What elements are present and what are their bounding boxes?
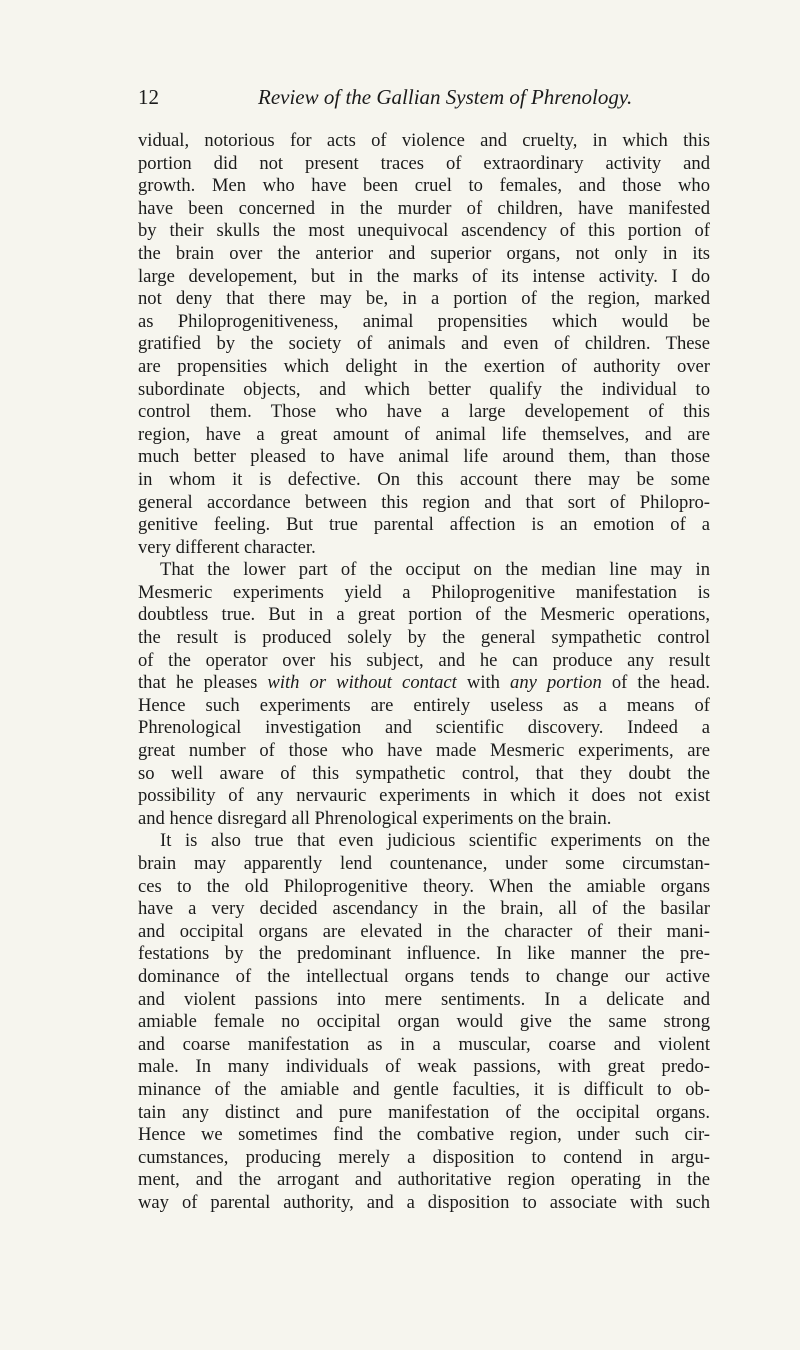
text-line bbox=[138, 1034, 710, 1057]
text-segment: as Philoprogenitiveness, animal propensities which would be bbox=[138, 310, 710, 332]
text-segment: gratified by the society of animals and even of children. These bbox=[138, 333, 710, 355]
text-line bbox=[138, 604, 710, 627]
text-segment: by their skulls the most unequivocal ascendency of this portion of bbox=[138, 220, 710, 242]
text-segment: vidual, notorious for acts of violence and cruelty, in which this bbox=[138, 130, 710, 151]
text-line bbox=[138, 943, 710, 966]
text-segment: so well aware of this sympathetic control, that they doubt the bbox=[138, 762, 710, 784]
text-segment: great number of those who have made Mesmeric experiments, are bbox=[138, 740, 710, 762]
text-line bbox=[138, 288, 710, 311]
text-segment: Hence we sometimes find the combative region, under such cir- bbox=[138, 1124, 710, 1146]
text-segment: Mesmeric experiments yield a Philoprogenitive manifestation is bbox=[138, 581, 710, 603]
text-segment: Hence such experiments are entirely useless as a means of bbox=[138, 694, 710, 716]
text-segment: much better pleased to have animal life around them, than those bbox=[138, 446, 710, 468]
text-segment: It is also true that even judicious scientific experiments on the bbox=[160, 830, 710, 852]
text-segment: male. In many individuals of weak passions, with great predo- bbox=[138, 1056, 710, 1078]
text-segment: very different character. bbox=[138, 536, 316, 558]
text-line bbox=[138, 446, 710, 469]
text-line bbox=[138, 175, 710, 198]
text-segment: of the operator over his subject, and he can produce any result bbox=[138, 649, 710, 671]
text-line bbox=[138, 1147, 710, 1170]
text-line bbox=[138, 198, 710, 221]
text-segment: growth. Men who have been cruel to females, and those who bbox=[138, 175, 710, 197]
text-segment: in whom it is defective. On this account there may be some bbox=[138, 468, 710, 490]
text-segment: large developement, but in the marks of its intense activity. I do bbox=[138, 265, 710, 287]
text-line bbox=[138, 243, 710, 266]
text-segment: control them. Those who have a large developement of this bbox=[138, 401, 710, 423]
text-line bbox=[138, 559, 710, 582]
text-line bbox=[138, 469, 710, 492]
text-segment: and occipital organs are elevated in the character of their mani- bbox=[138, 920, 710, 942]
text-segment: region, have a great amount of animal life themselves, and are bbox=[138, 423, 710, 445]
text-segment: brain may apparently lend countenance, under some circumstan- bbox=[138, 853, 710, 874]
text-segment: that he pleases bbox=[138, 672, 268, 694]
text-line bbox=[138, 1192, 710, 1215]
text-line bbox=[138, 311, 710, 334]
text-line bbox=[138, 627, 710, 650]
text-line bbox=[138, 1079, 710, 1102]
text-line bbox=[138, 717, 710, 740]
text-line bbox=[138, 424, 710, 447]
text-line bbox=[138, 650, 710, 673]
text-segment: and hence disregard all Phrenological experiments on the brain. bbox=[138, 807, 612, 829]
text-segment: with bbox=[456, 672, 511, 694]
text-line bbox=[138, 966, 710, 989]
text-segment: That the lower part of the occiput on the median line may in bbox=[160, 559, 710, 581]
text-line bbox=[138, 921, 710, 944]
text-line bbox=[138, 740, 710, 763]
text-segment: the brain over the anterior and superior organs, not only in its bbox=[138, 242, 710, 264]
text-line bbox=[138, 1011, 710, 1034]
text-segment: doubtless true. But in a great portion of the Mesmeric operations, bbox=[138, 604, 710, 626]
text-line bbox=[138, 898, 710, 921]
text-segment: ces to the old Philoprogenitive theory. When the amiable organs bbox=[138, 875, 710, 897]
text-line bbox=[138, 379, 710, 402]
text-line bbox=[138, 876, 710, 899]
text-segment: genitive feeling. But true parental affection is an emotion of a bbox=[138, 514, 710, 536]
text-segment: of the head. bbox=[601, 672, 710, 694]
text-line bbox=[138, 785, 710, 808]
text-line bbox=[138, 1056, 710, 1079]
text-line bbox=[138, 672, 710, 695]
text-segment: minance of the amiable and gentle faculties, it is difficult to ob- bbox=[138, 1078, 710, 1100]
text-segment: and violent passions into mere sentiments. In a delicate and bbox=[138, 988, 710, 1010]
text-line bbox=[138, 808, 710, 831]
text-segment: festations by the predominant influence. In like manner the pre- bbox=[138, 943, 710, 965]
text-segment: subordinate objects, and which better qualify the individual to bbox=[138, 378, 710, 400]
text-segment: the result is produced solely by the general sympathetic control bbox=[138, 627, 710, 649]
text-segment: possibility of any nervauric experiments in which it does not exist bbox=[138, 785, 710, 807]
text-segment: amiable female no occipital organ would give the same strong bbox=[138, 1011, 710, 1033]
text-segment: have a very decided ascendancy in the brain, all of the basilar bbox=[138, 898, 710, 920]
text-line bbox=[138, 514, 710, 537]
text-line bbox=[138, 989, 710, 1012]
page-number: 12 bbox=[138, 85, 159, 109]
text-segment: portion did not present traces of extraordinary activity and bbox=[138, 152, 710, 174]
text-line bbox=[138, 853, 710, 876]
text-line bbox=[138, 695, 710, 718]
text-segment: tain any distinct and pure manifestation of the occipital organs. bbox=[138, 1101, 710, 1123]
text-segment: with or without contact bbox=[267, 672, 457, 694]
text-line bbox=[138, 1169, 710, 1192]
text-line bbox=[138, 401, 710, 424]
text-segment: way of parental authority, and a disposition to associate with such bbox=[138, 1191, 710, 1213]
text-segment: Phrenological investigation and scientific discovery. Indeed a bbox=[138, 717, 710, 739]
text-segment: and coarse manifestation as in a muscular, coarse and violent bbox=[138, 1033, 710, 1055]
text-segment: are propensities which delight in the exertion of authority over bbox=[138, 355, 710, 377]
text-line bbox=[138, 582, 710, 605]
text-line bbox=[138, 830, 710, 853]
text-segment: ment, and the arrogant and authoritative region operating in the bbox=[138, 1169, 710, 1191]
text-line bbox=[138, 763, 710, 786]
text-segment: any portion bbox=[510, 672, 602, 694]
text-segment: cumstances, producing merely a disposition to contend in argu- bbox=[138, 1146, 710, 1168]
running-title: Review of the Gallian System of Phrenology. bbox=[258, 85, 633, 109]
text-line bbox=[138, 1102, 710, 1125]
running-head bbox=[138, 82, 710, 112]
text-segment: dominance of the intellectual organs tends to change our active bbox=[138, 965, 710, 987]
text-line bbox=[138, 153, 710, 176]
body-text bbox=[138, 130, 710, 1215]
text-line bbox=[138, 1124, 710, 1147]
text-line bbox=[138, 537, 710, 560]
text-line bbox=[138, 220, 710, 243]
text-line bbox=[138, 130, 710, 153]
text-line bbox=[138, 266, 710, 289]
text-line bbox=[138, 356, 710, 379]
text-segment: have been concerned in the murder of children, have manifested bbox=[138, 197, 710, 219]
text-line bbox=[138, 333, 710, 356]
text-segment: not deny that there may be, in a portion of the region, marked bbox=[138, 288, 710, 310]
text-segment: general accordance between this region and that sort of Philopro- bbox=[138, 491, 710, 513]
text-line bbox=[138, 492, 710, 515]
